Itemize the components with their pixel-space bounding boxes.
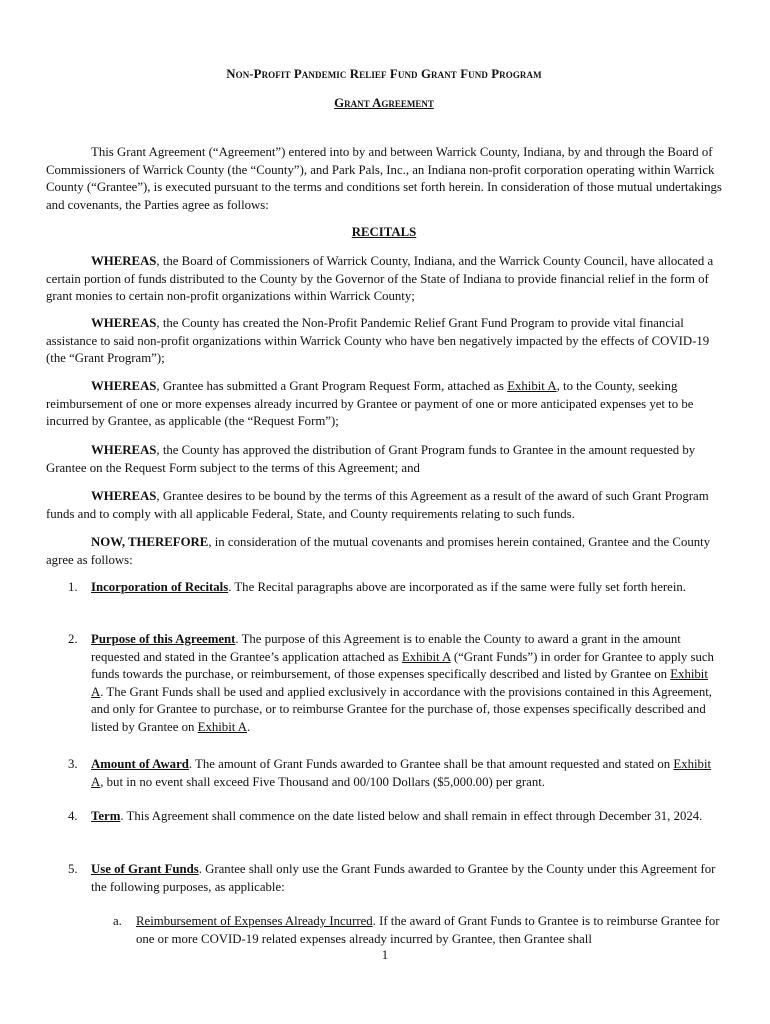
subclause-item: a. Reimbursement of Expenses Already Incurred. If the award of Grant Funds to Grantee is to reimburse Grantee for one or more COVID-19 related expenses already incurred by Grantee, then Grantee shall [113,914,720,946]
agreement-subclauses [46,913,722,948]
agreement-clauses [46,579,722,597]
recital-paragraph: WHEREAS, Grantee has submitted a Grant Program Request Form, attached as Exhibit A, to the County, seeking reimbursement of one or more expenses already incurred by Grantee or payment of one or more anticipated expenses yet to be incurred by Grantee, as applicable (the “Request Form”); [46,379,694,429]
clause-item: 5. Use of Grant Funds. Grantee shall only use the Grant Funds awarded to Grantee by the County under this Agreement for the following purposes, as applicable: [68,862,716,894]
document-subtitle: Grant Agreement [334,96,434,110]
clause-item: 4. Term. This Agreement shall commence on the date listed below and shall remain in effect through December 31, 2024. [68,809,703,823]
recital-paragraph: WHEREAS, Grantee desires to be bound by the terms of this Agreement as a result of the award of such Grant Program funds and to comply with all applicable Federal, State, and County requirements relating to such funds. [46,489,709,521]
now-therefore-paragraph: NOW, THEREFORE, in consideration of the mutual covenants and promises herein contained, Grantee and the County agree as follows: [46,535,711,567]
recitals-heading: RECITALS [351,225,417,239]
agreement-clauses [46,808,722,826]
exhibit-a-link: Exhibit A [507,379,557,393]
recital-paragraph: WHEREAS, the County has approved the distribution of Grant Program funds to Grantee in the amount requested by Grantee on the Request Form subject to the terms of this Agreement; and [46,443,696,475]
clause-item: 2. Purpose of this Agreement. The purpose of this Agreement is to enable the County to award a grant in the amount requested and stated in the Grantee’s application attached as Exhibit A (“Grant Funds”) in order for Grantee to apply such funds towards the purchase, or reimbursement, of those expenses specifically described and listed by Grantee on Exhibit A. The Grant Funds shall be used and applied exclusively in accordance with the provisions contained in this Agreement, and only for Grantee to purchase, or to reimburse Grantee for the purchase of, those expenses specifically described and listed by Grantee on Exhibit A. [68,632,714,734]
clause-item: 3. Amount of Award. The amount of Grant Funds awarded to Grantee shall be that amount requested and stated on Exhibit A, but in no event shall exceed Five Thousand and 00/100 Dollars ($5,000.00) per grant. [68,757,712,789]
page-number: 1 [381,948,389,962]
agreement-clauses [46,756,722,791]
recital-paragraph: WHEREAS, the County has created the Non-Profit Pandemic Relief Grant Fund Program to provide vital financial assistance to said non-profit organizations within Warrick County who have ben negatively impacted by the effects of COVID-19 (the “Grant Program”); [46,316,710,366]
document-title: Non-Profit Pandemic Relief Fund Grant Fund Program [226,67,542,81]
agreement-clauses [46,861,722,896]
clause-item: 1. Incorporation of Recitals. The Recital paragraphs above are incorporated as if the same were fully set forth herein. [68,580,686,594]
intro-paragraph: This Grant Agreement (“Agreement”) entered into by and between Warrick County, Indiana, by and through the Board of Commissioners of Warrick County (the “County”), and Park Pals, Inc., an Indiana non-profit corporation operating within Warrick County (“Grantee”), is executed pursuant to the terms and conditions set forth herein. In consideration of those mutual undertakings and covenants, the Parties agree as follows: [46,145,722,212]
recital-paragraph: WHEREAS, the Board of Commissioners of Warrick County, Indiana, and the Warrick County Council, have allocated a certain portion of funds distributed to the County by the Governor of the State of Indiana to provide financial relief in the form of grant monies to certain non-profit organizations within Warrick County; [46,254,714,304]
agreement-clauses [46,631,722,737]
